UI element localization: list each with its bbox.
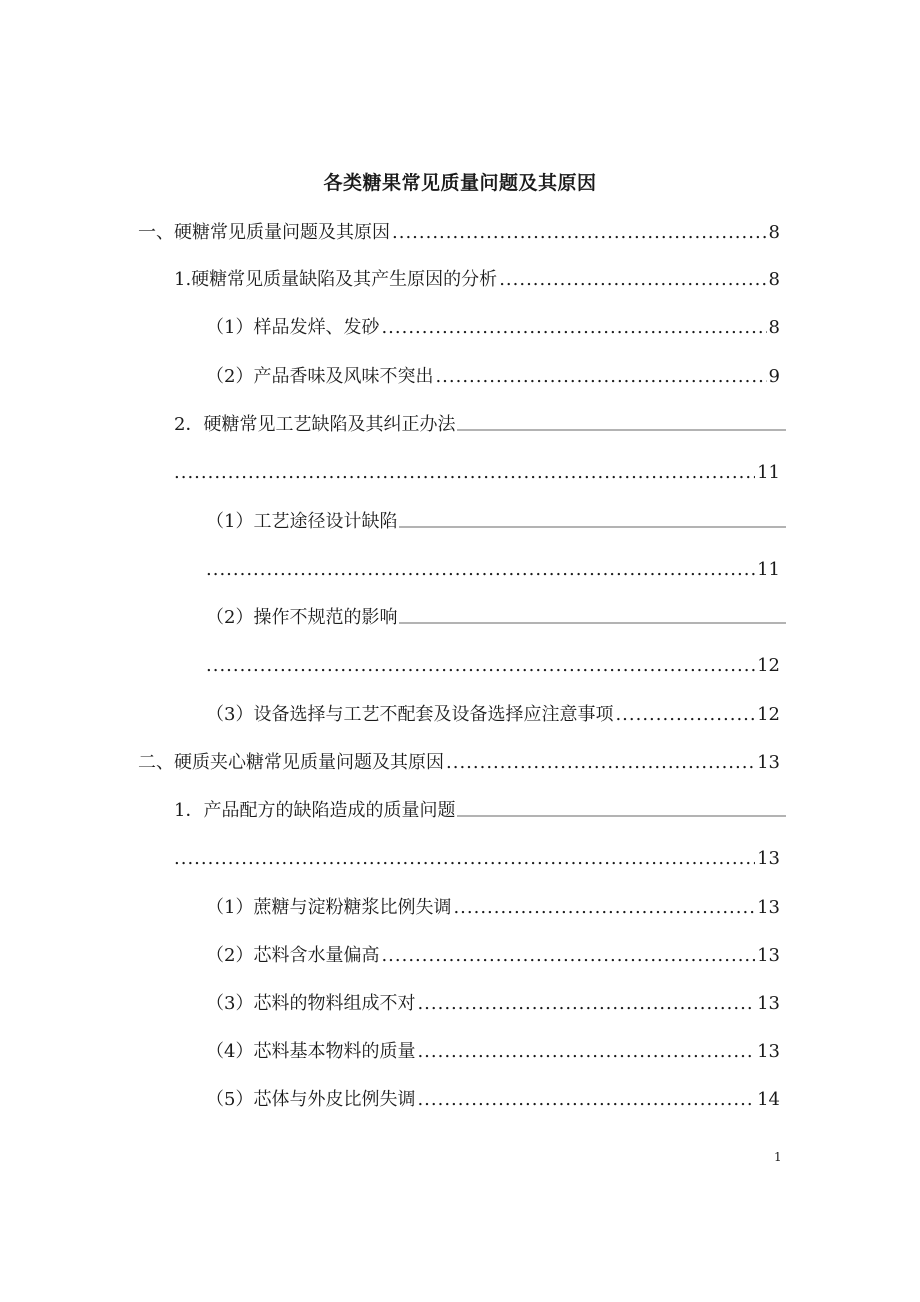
toc-entry[interactable] xyxy=(138,750,780,776)
toc-leader-dots xyxy=(417,1087,755,1113)
toc-leader-dots xyxy=(206,557,755,583)
toc-entry[interactable] xyxy=(206,943,780,969)
toc-entry-label: （2）芯料含水量偏高 xyxy=(206,945,380,966)
toc-leader-dots xyxy=(417,991,755,1017)
toc-entry-label: （1）工艺途径设计缺陷 xyxy=(206,511,398,532)
toc-entry[interactable] xyxy=(206,315,780,341)
toc-entry-page: 13 xyxy=(757,752,780,773)
toc-entry[interactable] xyxy=(206,1087,780,1113)
toc-entry-page: 12 xyxy=(757,655,780,676)
toc-entry-page: 13 xyxy=(757,848,780,869)
toc-entry[interactable] xyxy=(174,460,780,486)
toc-entry[interactable] xyxy=(138,220,780,246)
toc-entry-page: 13 xyxy=(757,897,780,918)
toc-leader-dots xyxy=(381,943,755,969)
toc-leader-dots xyxy=(435,364,766,390)
underline-rule xyxy=(457,429,786,431)
toc-entry-label: （1）蔗糖与淀粉糖浆比例失调 xyxy=(206,897,452,918)
toc-entry-page: 11 xyxy=(757,559,780,580)
toc-entry-page: 13 xyxy=(757,1041,780,1062)
toc-leader-dots xyxy=(499,267,766,293)
underline-rule xyxy=(399,526,786,528)
toc-entry-label: （3）芯料的物料组成不对 xyxy=(206,993,416,1014)
toc-entry-page: 13 xyxy=(757,945,780,966)
toc-entry-page: 9 xyxy=(768,366,780,387)
toc-entry-heading-line[interactable] xyxy=(174,412,786,438)
toc-entry[interactable] xyxy=(174,267,780,293)
toc-entry[interactable] xyxy=(206,1039,780,1065)
toc-entry-page: 8 xyxy=(768,269,780,290)
toc-entry-label: 一、硬糖常见质量问题及其原因 xyxy=(138,222,390,243)
underline-rule xyxy=(457,815,786,817)
toc-entry-page: 8 xyxy=(768,317,780,338)
toc-entry-label: （5）芯体与外皮比例失调 xyxy=(206,1089,416,1110)
toc-entry-heading-line[interactable] xyxy=(174,798,786,824)
toc-entry-label: 1．产品配方的缺陷造成的质量问题 xyxy=(174,800,456,821)
toc-leader-dots xyxy=(174,460,755,486)
toc-leader-dots xyxy=(446,750,755,776)
toc-entry-label: 2．硬糖常见工艺缺陷及其纠正办法 xyxy=(174,414,456,435)
toc-entry[interactable] xyxy=(174,846,780,872)
toc-entry-label: （2）操作不规范的影响 xyxy=(206,607,398,628)
toc-leader-dots xyxy=(417,1039,755,1065)
toc-entry-page: 13 xyxy=(757,993,780,1014)
toc-leader-dots xyxy=(453,895,755,921)
toc-entry-page: 14 xyxy=(757,1089,780,1110)
toc-entry[interactable] xyxy=(206,364,780,390)
toc-entry-page: 11 xyxy=(757,462,780,483)
toc-leader-dots xyxy=(392,220,767,246)
toc-entry[interactable] xyxy=(206,895,780,921)
toc-entry-label: （3）设备选择与工艺不配套及设备选择应注意事项 xyxy=(206,704,614,725)
toc-entry-page: 12 xyxy=(757,704,780,725)
toc-leader-dots xyxy=(206,653,755,679)
toc-entry[interactable] xyxy=(206,991,780,1017)
toc-entry-label: 二、硬质夹心糖常见质量问题及其原因 xyxy=(138,752,444,773)
document-title: 各类糖果常见质量问题及其原因 xyxy=(323,172,597,194)
toc-entry[interactable] xyxy=(206,702,780,728)
toc-entry-label: 1.硬糖常见质量缺陷及其产生原因的分析 xyxy=(174,269,498,290)
toc-leader-dots xyxy=(381,315,766,341)
underline-rule xyxy=(399,622,786,624)
toc-entry[interactable] xyxy=(206,653,780,679)
toc-leader-dots xyxy=(615,702,755,728)
toc-entry-label: （4）芯料基本物料的质量 xyxy=(206,1041,416,1062)
toc-entry-heading-line[interactable] xyxy=(206,605,786,631)
toc-entry-heading-line[interactable] xyxy=(206,509,786,535)
toc-entry-label: （1）样品发烊、发砂 xyxy=(206,317,380,338)
toc-leader-dots xyxy=(174,846,755,872)
page-number: 1 xyxy=(774,1150,782,1164)
toc-entry-label: （2）产品香味及风味不突出 xyxy=(206,366,434,387)
toc-entry[interactable] xyxy=(206,557,780,583)
toc-entry-page: 8 xyxy=(768,222,780,243)
